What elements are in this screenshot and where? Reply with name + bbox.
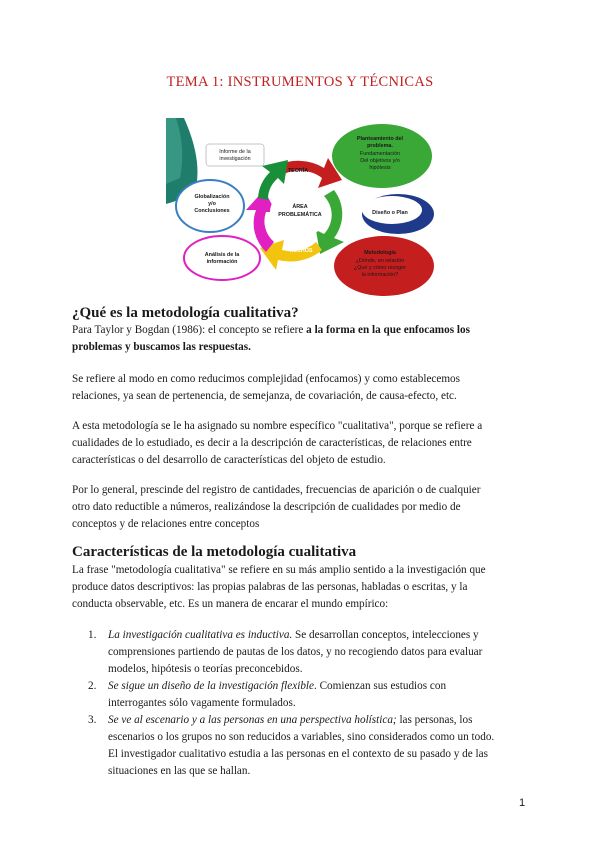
- svg-text:Diseño o Plan: Diseño o Plan: [372, 210, 408, 216]
- svg-text:Metodología: Metodología: [364, 250, 396, 256]
- section2-intro: La frase "metodología cualitativa" se refiere en su más amplio sentido a la investigación que produce datos descriptivos: las propias palabras de las personas, habladas o escritas, y la conducta observable, etc. Es un manera de encarar el mundo empírico:: [72, 564, 486, 610]
- list-item: 1. La investigación cualitativa es inductiva. Se desarrollan conceptos, intelecciones y comprensiones partiendo de pautas de los datos, y no recogiendo datos para evaluar modelos, hipótesis o teorías preconcebidos.: [88, 629, 483, 675]
- section1-paragraph-2: Se refiere al modo en como reducimos complejidad (enfocamos) y como establecemos relaciones, ya sean de pertenencia, de semejanza, de covariación, de causa-efecto, etc.: [72, 373, 461, 402]
- svg-text:problema.: problema.: [367, 143, 393, 149]
- svg-text:Del objetivos y/o: Del objetivos y/o: [360, 158, 400, 164]
- svg-text:¿Dónde, en relación: ¿Dónde, en relación: [355, 258, 405, 264]
- svg-text:Fundamentación: Fundamentación: [359, 151, 401, 157]
- svg-text:la información?: la información?: [361, 272, 399, 278]
- svg-text:Análisis de la: Análisis de la: [204, 252, 240, 258]
- analisis-node: [184, 236, 260, 280]
- document-title: TEMA 1: INSTRUMENTOS Y TÉCNICAS: [166, 74, 434, 90]
- hechos-label: HECHOS: [289, 248, 313, 254]
- teoria-label: TEORÍA: [287, 168, 309, 174]
- svg-text:¿Qué y cómo recoger: ¿Qué y cómo recoger: [353, 265, 407, 271]
- svg-text:información: información: [206, 259, 238, 265]
- informe-line-1: Informe de la: [219, 149, 251, 155]
- section1-paragraph-3: A esta metodología se le ha asignado su nombre específico "cualitativa", porque se refiere a cualidades de lo estudiado, es decir a la descripción de características, de relaciones entre características o del desarrollo de características del objeto de estudio.: [72, 420, 483, 466]
- section1-paragraph-1: Para Taylor y Bogdan (1986): el concepto se refiere a la forma en la que enfocamos los problemas y buscamos las respuestas.: [72, 324, 470, 353]
- list-item: 2. Se sigue un diseño de la investigación flexible. Comienzan sus estudios con interrogantes sólo vagamente formulados.: [88, 680, 447, 709]
- page-number: 1: [519, 797, 526, 809]
- svg-text:Conclusiones: Conclusiones: [194, 208, 230, 214]
- svg-text:y/o: y/o: [208, 201, 216, 207]
- cycle-diagram-graphic: [166, 118, 438, 300]
- center-label-1: ÁREA: [292, 204, 308, 210]
- svg-text:Planteamiento del: Planteamiento del: [356, 136, 404, 142]
- list-item: 3. Se ve al escenario y a las personas en una perspectiva holística; las personas, los escenarios o los grupos no son reducidos a variables, sino considerados como un todo. El investigador cualitativo estudia a las personas en el contexto de su pasado y de las situaciones en las que se hallan.: [88, 714, 495, 777]
- svg-text:Globalización: Globalización: [194, 194, 230, 200]
- svg-text:hipótesis: hipótesis: [369, 165, 391, 171]
- center-label-2: PROBLEMÁTICA: [278, 212, 322, 218]
- research-cycle-diagram: [166, 118, 438, 300]
- section1-paragraph-4: Por lo general, prescinde del registro de cantidades, frecuencias de aparición o de cualquier otro dato reductible a números, realizándose la descripción de cualidades por medio de conceptos y de relaciones entre conceptos: [72, 484, 481, 530]
- section1-heading: ¿Qué es la metodología cualitativa?: [72, 305, 299, 321]
- characteristics-list: [72, 627, 532, 780]
- informe-line-2: investigación: [219, 156, 251, 162]
- section2-heading: Características de la metodología cualitativa: [72, 544, 357, 560]
